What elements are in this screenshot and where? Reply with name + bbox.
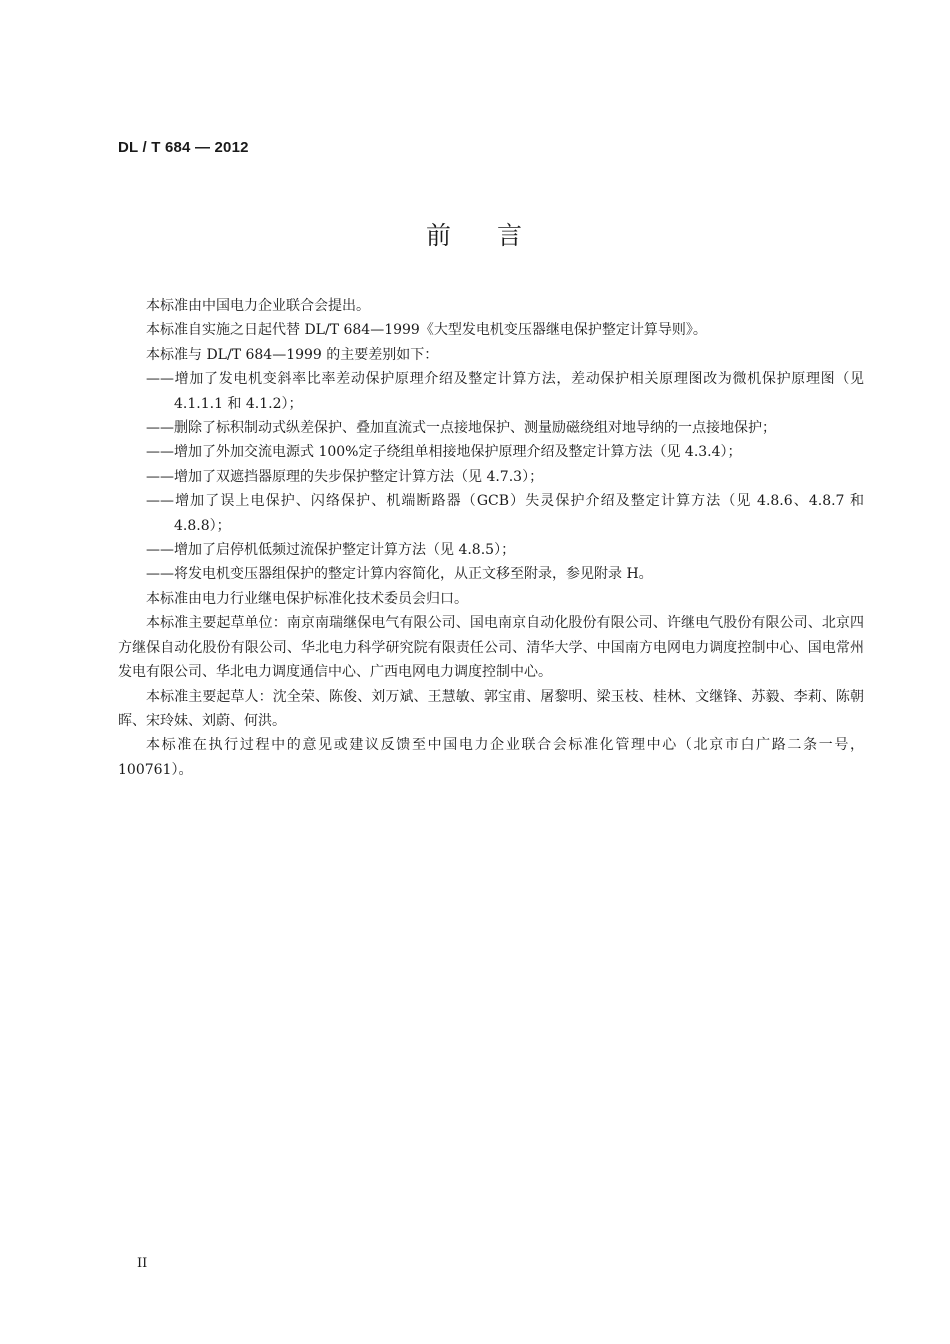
list-item: ——增加了启停机低频过流保护整定计算方法（见 4.8.5）； [146,542,516,559]
title-char-2: 言 [497,221,525,250]
title-char-1: 前 [425,221,453,250]
paragraph-committee: 本标准由电力行业继电保护标准化技术委员会归口。 [146,590,468,607]
list-item: ——增加了双遮挡器原理的失步保护整定计算方法（见 4.7.3）； [146,468,544,485]
standard-code: DL / T 684 — 2012 [118,139,249,156]
list-item: ——删除了标积制动式纵差保护、叠加直流式一点接地保护、测量励磁绕组对地导纳的一点接地保护； [146,420,776,437]
page-number: II [137,1256,148,1271]
list-item: ——增加了发电机变斜率比率差动保护原理介绍及整定计算方法，差动保护相关原理图改为微机保护原理图（见 4.1.1.1 和 4.1.2）； [146,371,864,412]
list-item: ——将发电机变压器组保护的整定计算内容简化，从正文移至附录，参见附录 H。 [146,566,653,583]
paragraph-drafters: 本标准主要起草人：沈全荣、陈俊、刘万斌、王慧敏、郭宝甫、屠黎明、梁玉枝、桂林、文继锋、苏毅、李莉、陈朝晖、宋玲妹、刘蔚、何洪。 [118,688,864,729]
paragraph-feedback: 本标准在执行过程中的意见或建议反馈至中国电力企业联合会标准化管理中心（北京市白广路二条一号，100761）。 [118,737,864,778]
list-item: ——增加了外加交流电源式 100%定子绕组单相接地保护原理介绍及整定计算方法（见 4.3.4）； [146,444,742,461]
paragraph-differences-intro: 本标准与 DL/T 684—1999 的主要差别如下： [146,346,439,363]
paragraph-replaces: 本标准自实施之日起代替 DL/T 684—1999《大型发电机变压器继电保护整定计算导则》。 [146,322,707,339]
page-title [0,216,950,252]
list-item: ——增加了误上电保护、闪络保护、机端断路器（GCB）失灵保护介绍及整定计算方法（见 4.8.6、4.8.7 和 4.8.8）； [146,493,864,534]
paragraph-drafting-units: 本标准主要起草单位：南京南瑞继保电气有限公司、国电南京自动化股份有限公司、许继电气股份有限公司、北京四方继保自动化股份有限公司、华北电力科学研究院有限责任公司、清华大学、中国南方电网电力调度控制中心、国电常州发电有限公司、华北电力调度通信中心、广西电网电力调度控制中心。 [118,615,864,681]
paragraph-proposer: 本标准由中国电力企业联合会提出。 [146,298,370,314]
foreword-body [118,294,864,782]
